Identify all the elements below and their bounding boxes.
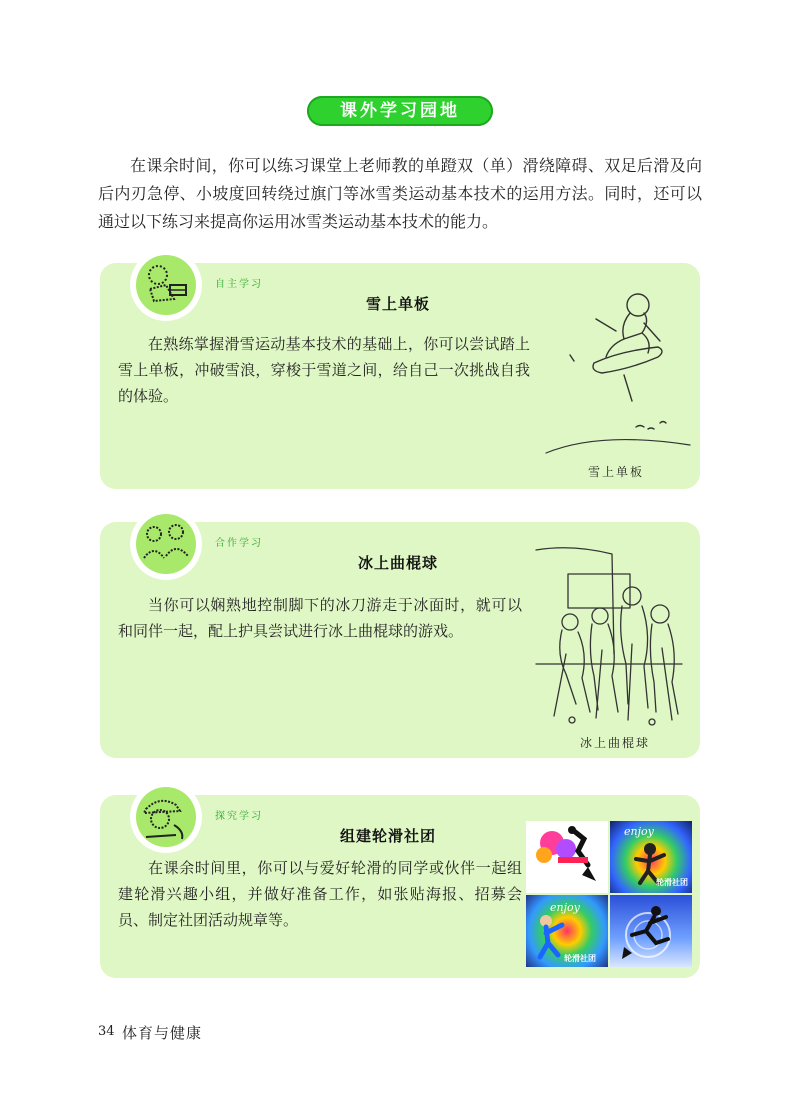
badge-cooperative-study (130, 508, 202, 580)
badge-inquiry-study (130, 781, 202, 853)
card-title: 组建轮滑社团 (340, 827, 437, 845)
card-body: 当你可以娴熟地控制脚下的冰刀游走于冰面时，就可以和同伴一起，配上护具尝试进行冰上曲棍球的游戏。 (118, 596, 522, 640)
illustration-caption: 雪上单板 (588, 465, 645, 479)
poster-1 (526, 821, 608, 893)
card-title: 雪上单板 (366, 295, 431, 313)
page-number: 34 (98, 1024, 115, 1039)
card-title: 冰上曲棍球 (358, 554, 439, 572)
card-cooperative-study (100, 522, 700, 758)
book-title: 体育与健康 (122, 1024, 203, 1042)
card-tag: 自主学习 (215, 279, 263, 290)
intro-paragraph: 在课余时间，你可以练习课堂上老师教的单蹬双（单）滑绕障碍、双足后滑及向后内刃急停、小坡度回转绕过旗门等冰雪类运动基本技术的运用方法。同时，还可以通过以下练习来提高你运用冰雪类运动基本技术的能力。 (98, 156, 702, 231)
section-title: 课外学习园地 (307, 96, 493, 126)
badge-self-study (130, 249, 202, 321)
poster-3 (526, 895, 608, 967)
card-body: 在课余时间里，你可以与爱好轮滑的同学或伙伴一起组建轮滑兴趣小组，并做好准备工作，如张贴海报、招募会员、制定社团活动规章等。 (118, 859, 522, 929)
poster-club-text: 轮滑社团 (656, 878, 688, 887)
poster-4 (610, 895, 692, 967)
poster-2 (610, 821, 692, 893)
card-tag: 探究学习 (215, 811, 263, 822)
illustration-caption: 冰上曲棍球 (580, 736, 651, 750)
poster-club-text: 轮滑社团 (564, 954, 596, 963)
ice-hockey-illustration (532, 544, 692, 732)
card-self-study (100, 263, 700, 489)
card-tag: 合作学习 (215, 538, 263, 549)
poster-enjoy-text: enjoy (624, 825, 654, 838)
reading-student-icon (136, 255, 196, 315)
poster-enjoy-text: enjoy (550, 901, 580, 914)
card-body: 在熟练掌握滑雪运动基本技术的基础上，你可以尝试踏上雪上单板，冲破雪浪，穿梭于雪道之间，给自己一次挑战自我的体验。 (118, 335, 530, 405)
card-inquiry-study (100, 795, 700, 978)
group-students-icon (136, 514, 196, 574)
snowboarder-illustration (540, 275, 700, 455)
thinking-student-icon (136, 787, 196, 847)
